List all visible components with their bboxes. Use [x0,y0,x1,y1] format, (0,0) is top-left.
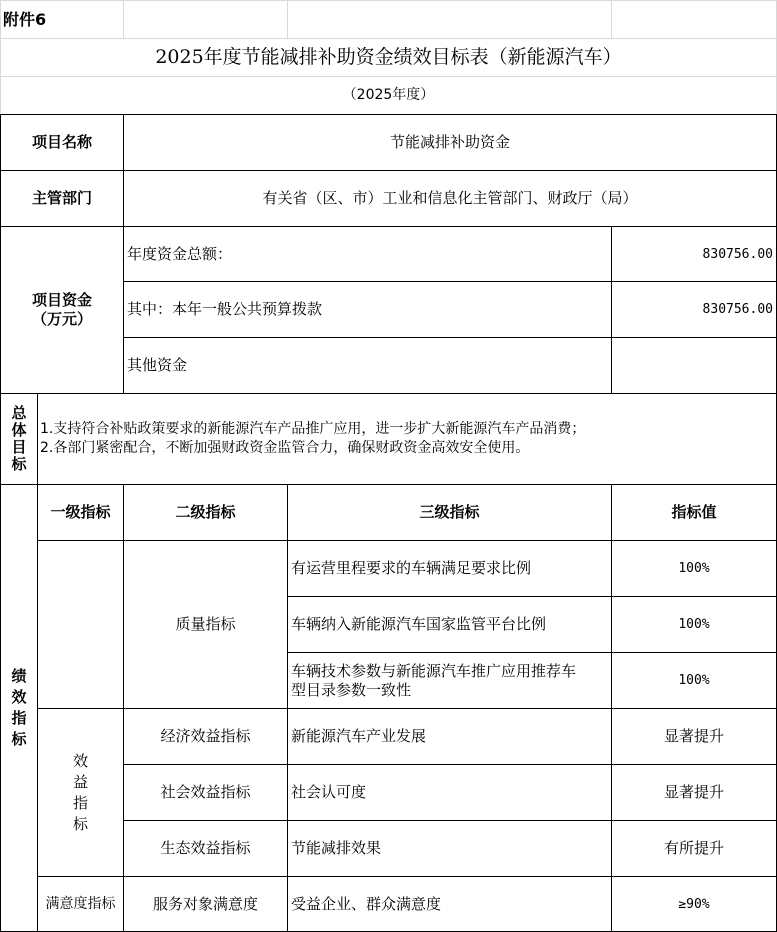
benefit-level2: 社会效益指标 [160,783,251,801]
funds-row-value: 830756.00 [702,302,773,317]
overall-goal-line: 2.各部门紧密配合，不断加强财政资金监管合力，确保财政资金高效安全使用。 [40,440,530,456]
quality-value: 100% [678,673,710,688]
benefit-level1 [38,709,123,876]
quality-level2: 质量指标 [175,615,236,633]
funds-row-value [612,338,776,393]
quality-level3-line: 型目录参数一致性 [291,680,412,699]
benefit-level3: 社会认可度 [291,783,367,801]
label-char: 标 [11,455,27,473]
benefit-value: 显著提升 [663,727,724,745]
department-label: 主管部门 [31,189,92,207]
label-char: 体 [11,421,27,439]
project-name-label: 项目名称 [31,133,92,151]
overall-goal-line: 1.支持符合补贴政策要求的新能源汽车产品推广应用，进一步扩大新能源汽车产品消费； [40,421,586,437]
attachment-label: 附件6 [3,9,47,29]
document-title: 2025年度节能减排补助资金绩效目标表（新能源汽车） [155,46,622,68]
funds-row-label: 年度资金总额： [127,244,233,263]
department-value: 有关省（区、市）工业和信息化主管部门、财政厅（局） [262,189,638,207]
benefit-level2: 生态效益指标 [160,839,251,857]
satisfaction-level1: 满意度指标 [45,895,116,912]
quality-level3: 有运营里程要求的车辆满足要求比例 [291,559,532,577]
benefit-level3: 新能源汽车产业发展 [291,727,427,745]
header-level1: 一级指标 [50,503,111,521]
quality-level3 [288,653,611,708]
label-char: 标 [11,730,27,748]
performance-label [1,485,37,931]
funds-row-label: 其他资金 [127,356,188,374]
funds-label-line2: （万元） [31,310,92,328]
funds-row-value: 830756.00 [702,246,773,262]
funds-row-label: 其中：本年一般公共预算拨款 [127,300,323,318]
label-char: 益 [72,772,88,791]
satisfaction-level3: 受益企业、群众满意度 [291,894,442,913]
satisfaction-level2: 服务对象满意度 [152,894,258,913]
label-char: 绩 [11,667,27,685]
benefit-level2: 经济效益指标 [160,727,251,745]
label-char: 效 [72,751,88,770]
quality-level3: 车辆纳入新能源汽车国家监管平台比例 [291,615,547,633]
benefit-value: 有所提升 [663,839,724,857]
label-char: 总 [11,404,27,422]
header-value: 指标值 [671,503,717,521]
benefit-value: 显著提升 [663,783,724,801]
benefit-level3: 节能减排效果 [291,839,382,857]
label-char: 目 [11,438,27,456]
header-level2: 二级指标 [175,503,236,521]
overall-goal-text [38,394,776,484]
label-char: 指 [72,793,88,812]
quality-level3-line: 车辆技术参数与新能源汽车推广应用推荐车 [291,661,577,680]
quality-value: 100% [678,617,710,632]
document-subtitle: （2025年度） [342,87,435,103]
project-name-value: 节能减排补助资金 [389,133,510,151]
quality-value: 100% [678,561,710,576]
satisfaction-value: ≥90% [678,896,710,912]
funds-label-line1: 项目资金 [31,291,92,309]
label-char: 效 [11,688,27,706]
label-char: 指 [11,709,27,727]
header-level3: 三级指标 [419,503,480,521]
label-char: 标 [72,814,88,833]
overall-goal-label [1,394,37,484]
funds-label [1,227,123,393]
